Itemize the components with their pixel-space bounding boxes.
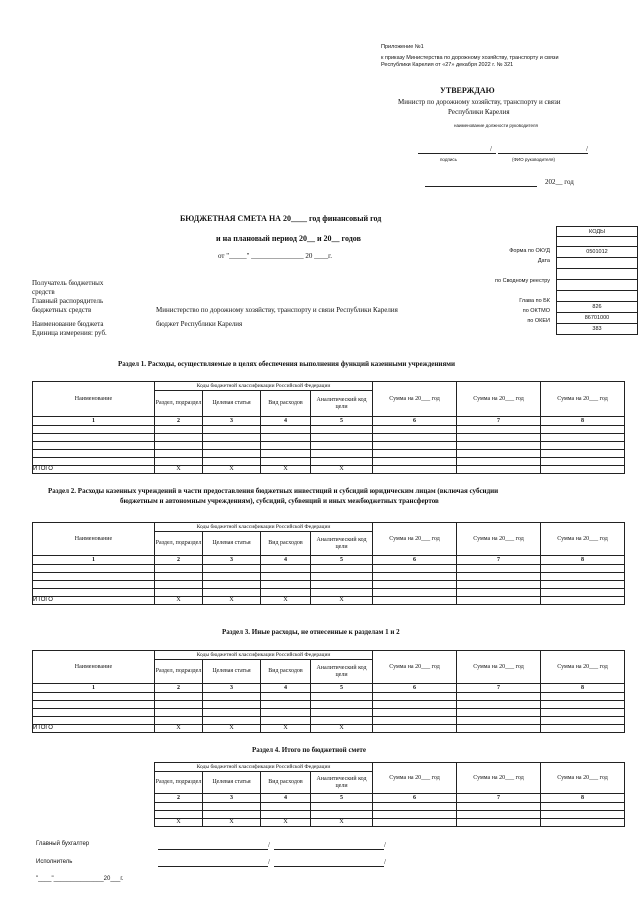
doc-title-1: БЮДЖЕТНАЯ СМЕТА НА 20____ год финансовый год (180, 214, 382, 223)
table-row (33, 442, 625, 450)
appendix-line3: Республики Карелия от «27» декабря 2022 г. № 321 (381, 62, 514, 68)
section-2-title-b: бюджетным и автономным учреждениям), субсидий, субвенций и иных межбюджетных трансфертов (120, 497, 439, 505)
section-4-table (154, 762, 625, 827)
executor-sign-line (158, 866, 268, 867)
code-bk: 826 (557, 302, 638, 313)
signature-line (418, 153, 496, 154)
approval-date-suffix: 202__ год (545, 178, 574, 186)
s2-h-vid: Вид расходов (261, 532, 311, 556)
s3-h-sum1: Сумма на 20___ год (373, 651, 457, 684)
s1-h-anal: Аналитический код цели (311, 391, 373, 417)
appendix-line1: Приложение №1 (381, 44, 424, 50)
s4-x1: X (155, 819, 203, 827)
slash-1: / (490, 145, 492, 153)
code-date (557, 258, 638, 269)
s4-n3: 3 (203, 794, 261, 803)
budget-value: бюджет Республики Карелия (156, 320, 243, 328)
code-label-date: Дата (537, 258, 550, 264)
s2-n8: 8 (541, 556, 625, 565)
s4-n5: 5 (311, 794, 373, 803)
manager-label-b: бюджетных средств (32, 306, 92, 314)
s3-h-name: Наименование (33, 651, 155, 684)
s3-n5: 5 (311, 684, 373, 693)
s4-x2: X (203, 819, 261, 827)
s1-h-vid: Вид расходов (261, 391, 311, 417)
approval-title: УТВЕРЖДАЮ (440, 86, 495, 95)
section-2-title-a: Раздел 2. Расходы казенных учреждений в части предоставления бюджетных инвестиций и субсидий юридическим лицам (включая субсидии (48, 487, 499, 495)
approval-position-2: Республики Карелия (448, 108, 510, 116)
s4-x4: X (311, 819, 373, 827)
code-label-blank1 (440, 266, 550, 276)
table-row (33, 450, 625, 458)
s2-h-kbk: Коды бюджетной классификации Российской Федерации (155, 523, 373, 532)
s4-h-sum3: Сумма на 20___ год (541, 763, 625, 794)
code-blank1 (557, 269, 638, 280)
s2-x2: X (203, 597, 261, 605)
s3-n1: 1 (33, 684, 155, 693)
codes-table (556, 226, 638, 335)
s2-n6: 6 (373, 556, 457, 565)
s2-h-cel: Целевая статья (203, 532, 261, 556)
table-row (33, 581, 625, 589)
s1-n6: 6 (373, 417, 457, 426)
table-row (33, 426, 625, 434)
table-row (33, 709, 625, 717)
s2-itogo: ИТОГО (33, 597, 155, 605)
s4-h-razdel: Раздел, подраздел (155, 772, 203, 794)
code-label-okud: Форма по ОКУД (509, 248, 550, 254)
code-okud: 0501012 (557, 247, 638, 258)
table-row (155, 811, 625, 819)
s1-h-sum3: Сумма на 20___ год (541, 382, 625, 417)
s4-h-anal: Аналитический код цели (311, 772, 373, 794)
table-row (33, 717, 625, 725)
executor-label: Исполнитель (36, 859, 73, 865)
acc-slash-1: / (268, 841, 270, 849)
section-2-table (32, 522, 625, 605)
recipient-label-b: средств (32, 288, 55, 296)
s1-h-cel: Целевая статья (203, 391, 261, 417)
s3-n2: 2 (155, 684, 203, 693)
s1-n8: 8 (541, 417, 625, 426)
exe-slash-2: / (384, 858, 386, 866)
code-label-oktmo: по ОКТМО (522, 308, 550, 314)
footer-date: "____"_______________20___г. (36, 876, 124, 882)
s1-n1: 1 (33, 417, 155, 426)
s2-n3: 3 (203, 556, 261, 565)
table-row (33, 458, 625, 466)
exe-slash-1: / (268, 858, 270, 866)
s1-n7: 7 (457, 417, 541, 426)
section-1-title: Раздел 1. Расходы, осуществляемые в целях обеспечения выполнения функций казенными учреждениями (118, 360, 456, 368)
s1-n4: 4 (261, 417, 311, 426)
s2-x3: X (261, 597, 311, 605)
s2-n7: 7 (457, 556, 541, 565)
executor-fio-line (274, 866, 384, 867)
s1-n3: 3 (203, 417, 261, 426)
approval-date-line (425, 186, 537, 187)
s1-x1: X (155, 466, 203, 474)
code-label-okei: по ОКЕИ (527, 318, 550, 324)
s2-h-razdel: Раздел, подраздел (155, 532, 203, 556)
s3-n6: 6 (373, 684, 457, 693)
s1-itogo: ИТОГО (33, 466, 155, 474)
s3-x3: X (261, 725, 311, 733)
s2-x1: X (155, 597, 203, 605)
s2-h-sum2: Сумма на 20___ год (457, 523, 541, 556)
s2-n2: 2 (155, 556, 203, 565)
s1-x3: X (261, 466, 311, 474)
codes-header: КОДЫ (557, 227, 638, 237)
table-row (33, 573, 625, 581)
s2-n5: 5 (311, 556, 373, 565)
manager-label: Главный распорядитель (32, 297, 104, 305)
s1-h-name: Наименование (33, 382, 155, 417)
section-3-title: Раздел 3. Иные расходы, не отнесенные к разделам 1 и 2 (222, 628, 400, 636)
table-row (33, 434, 625, 442)
fio-line (498, 153, 588, 154)
signature-caption: подпись (440, 157, 458, 162)
approval-position-1: Министр по дорожному хозяйству, транспорту и связи (398, 98, 561, 106)
s2-h-anal: Аналитический код цели (311, 532, 373, 556)
s4-h-sum1: Сумма на 20___ год (373, 763, 457, 794)
s3-h-vid: Вид расходов (261, 660, 311, 684)
s4-x3: X (261, 819, 311, 827)
section-3-table (32, 650, 625, 733)
approval-position-caption: наименование должности руководителя (454, 123, 538, 128)
codes-labels (440, 246, 550, 326)
s1-n2: 2 (155, 417, 203, 426)
code-okei: 383 (557, 324, 638, 335)
codes-gap (557, 237, 638, 247)
s3-h-kbk: Коды бюджетной классификации Российской Федерации (155, 651, 373, 660)
code-oktmo: 86701000 (557, 313, 638, 324)
s3-x1: X (155, 725, 203, 733)
s1-h-kbk: Коды бюджетной классификации Российской Федерации (155, 382, 373, 391)
s2-n4: 4 (261, 556, 311, 565)
s1-n5: 5 (311, 417, 373, 426)
manager-value: Министерство по дорожному хозяйству, транспорту и связи Республики Карелия (156, 306, 398, 314)
s3-h-sum2: Сумма на 20___ год (457, 651, 541, 684)
s1-x2: X (203, 466, 261, 474)
s2-h-sum1: Сумма на 20___ год (373, 523, 457, 556)
code-label-registry: по Сводному реестру (495, 278, 550, 284)
accountant-fio-line (274, 849, 384, 850)
s2-x4: X (311, 597, 373, 605)
s1-x4: X (311, 466, 373, 474)
table-row (33, 589, 625, 597)
s3-h-cel: Целевая статья (203, 660, 261, 684)
s3-h-anal: Аналитический код цели (311, 660, 373, 684)
code-registry (557, 280, 638, 291)
s4-h-sum2: Сумма на 20___ год (457, 763, 541, 794)
s3-x4: X (311, 725, 373, 733)
s4-n8: 8 (541, 794, 625, 803)
table-row (33, 701, 625, 709)
recipient-label: Получатель бюджетных (32, 279, 104, 287)
code-label-bk: Глава по БК (519, 298, 550, 304)
section-4-title: Раздел 4. Итого по бюджетной смете (252, 746, 366, 754)
accountant-label: Главный бухгалтер (36, 841, 90, 847)
s3-itogo: ИТОГО (33, 725, 155, 733)
s3-x2: X (203, 725, 261, 733)
s3-n7: 7 (457, 684, 541, 693)
unit-label: Единица измерения: руб. (32, 329, 107, 337)
s4-h-cel: Целевая статья (203, 772, 261, 794)
s3-n3: 3 (203, 684, 261, 693)
s3-h-razdel: Раздел, подраздел (155, 660, 203, 684)
code-label-blank2 (440, 286, 550, 296)
s4-h-kbk: Коды бюджетной классификации Российской Федерации (155, 763, 373, 772)
table-row (33, 693, 625, 701)
s2-n1: 1 (33, 556, 155, 565)
s1-h-sum2: Сумма на 20___ год (457, 382, 541, 417)
acc-slash-2: / (384, 841, 386, 849)
s3-n8: 8 (541, 684, 625, 693)
table-row (33, 565, 625, 573)
fio-caption: (ФИО руководителя) (512, 157, 555, 162)
budget-label: Наименование бюджета (32, 320, 104, 328)
code-blank2 (557, 291, 638, 302)
s1-h-sum1: Сумма на 20___ год (373, 382, 457, 417)
s4-n4: 4 (261, 794, 311, 803)
section-1-table (32, 381, 625, 474)
s4-h-vid: Вид расходов (261, 772, 311, 794)
table-row (155, 803, 625, 811)
doc-date-line: от "_____" _______________ 20 ____г. (218, 252, 333, 260)
accountant-sign-line (158, 849, 268, 850)
doc-title-2: и на плановый период 20__ и 20__ годов (216, 234, 361, 243)
slash-2: / (586, 145, 588, 153)
s2-h-name: Наименование (33, 523, 155, 556)
s3-h-sum3: Сумма на 20___ год (541, 651, 625, 684)
s4-n6: 6 (373, 794, 457, 803)
s2-h-sum3: Сумма на 20___ год (541, 523, 625, 556)
s1-h-razdel: Раздел, подраздел (155, 391, 203, 417)
s3-n4: 4 (261, 684, 311, 693)
appendix-line2: к приказу Министерства по дорожному хозяйству, транспорту и связи (381, 55, 559, 61)
s4-n2: 2 (155, 794, 203, 803)
s4-n7: 7 (457, 794, 541, 803)
